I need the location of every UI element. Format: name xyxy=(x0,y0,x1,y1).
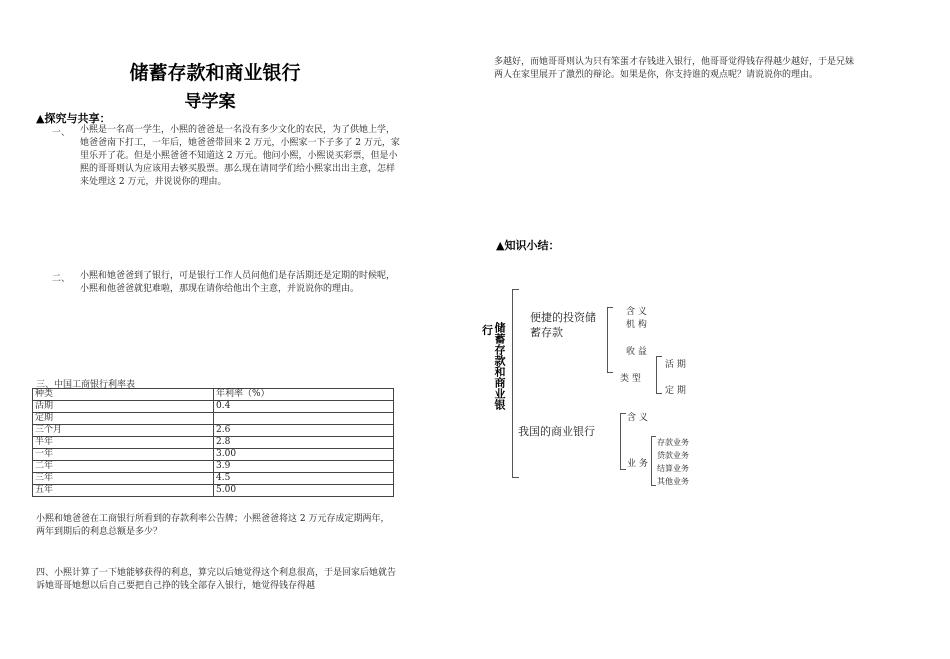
interest-rate-table xyxy=(32,388,394,497)
table-cell: 五年 xyxy=(33,485,214,497)
question-1-text: 小熙是一名高一学生，小熙的爸爸是一名没有多少文化的农民，为了供她上学，她爸爸南下打工，一年后，她爸爸带回来 2 万元，小熙家一下子多了 2 万元，家里乐开了花。但是小熙爸爸不知道这 2 万元。他问小熙，小熙说买彩票，但是小熙的哥哥则认为应该用去够买股票。那么现在请同学们给小熙家出出主意，怎样来处理这 2 万元，并说说你的理由。 xyxy=(80,125,400,187)
mindmap-savings-type: 类 型 xyxy=(620,374,641,384)
document-title: 储蓄存款和商业银行 xyxy=(129,62,301,84)
mindmap-business-list xyxy=(657,436,697,488)
mindmap-savings-meaning: 含 义 xyxy=(626,307,647,317)
table-cell: 0.4 xyxy=(214,401,394,413)
mindmap-savings-brace xyxy=(607,307,613,373)
question-1-number: 一、 xyxy=(52,128,71,138)
table-caption: 三、中国工商银行利率表 xyxy=(36,380,136,390)
table-cell: 2.8 xyxy=(214,437,394,449)
table-row xyxy=(33,401,394,413)
mindmap-bank-brace xyxy=(620,413,626,470)
table-cell: 3.00 xyxy=(214,449,394,461)
mindmap-bank-business: 业 务 xyxy=(627,459,648,469)
table-cell xyxy=(214,413,394,425)
table-row xyxy=(33,425,394,437)
mindmap-savings-institution: 机 构 xyxy=(626,320,647,330)
table-row xyxy=(33,485,394,497)
table-cell: 4.5 xyxy=(214,473,394,485)
mindmap-branch-savings: 便捷的投资储蓄存款 xyxy=(530,311,596,339)
mindmap-type-brace xyxy=(656,356,662,394)
mindmap-root-label: 储蓄存款和商业银 xyxy=(493,322,506,410)
question-4-text-start: 四、小熙计算了一下她能够获得的利息，算完以后她觉得这个利息很高，于是回家后她就告诉她哥哥她想以后自己要把自己挣的钱全部存入银行，她觉得钱存得越 xyxy=(36,568,397,591)
table-cell: 定期 xyxy=(33,413,214,425)
mindmap-type-fixed: 定 期 xyxy=(665,386,686,396)
mindmap-root-brace xyxy=(512,289,519,478)
question-3-text: 小熙和她爸爸在工商银行所看到的存款利率公告牌；小熙爸爸将这 2 万元存成定期两年，两年到期后的利息总额是多少？ xyxy=(36,514,390,537)
document-subtitle: 导学案 xyxy=(184,92,236,112)
mindmap-type-current: 活 期 xyxy=(665,360,686,370)
mindmap-root-end-char: 行 xyxy=(482,324,493,337)
table-header-cell: 种类 xyxy=(33,389,214,401)
summary-heading: ▲知识小结： xyxy=(496,239,560,252)
table-cell: 一年 xyxy=(33,449,214,461)
table-row xyxy=(33,461,394,473)
list-item: 结算业务 xyxy=(657,464,689,473)
mindmap-branch-commercial-bank: 我国的商业银行 xyxy=(518,425,595,438)
question-2-text: 小熙和她爸爸到了银行，可是银行工作人员问他们是存活期还是定期的时候呢，小熙和他爸爸就犯难啦，那现在请你给他出个主意，并说说你的理由。 xyxy=(80,271,396,294)
table-cell: 5.00 xyxy=(214,485,394,497)
table-cell: 半年 xyxy=(33,437,214,449)
table-cell: 活期 xyxy=(33,401,214,413)
table-header-cell: 年利率（%） xyxy=(214,389,394,401)
list-item: 其他业务 xyxy=(657,477,689,486)
table-header-row xyxy=(33,389,394,401)
table-cell: 二年 xyxy=(33,461,214,473)
question-4-text-continued: 多越好，而她哥哥则认为只有笨蛋才存钱进入银行，他哥哥觉得钱存得越少越好，于是兄妹两人在家里展开了激烈的辩论。如果是你，你支持谁的观点呢？请说说你的理由。 xyxy=(494,57,855,80)
question-2-number: 二、 xyxy=(52,274,71,284)
mindmap-bank-meaning: 含 义 xyxy=(627,413,648,423)
table-row xyxy=(33,413,394,425)
table-row xyxy=(33,449,394,461)
table-row xyxy=(33,473,394,485)
mindmap-business-brace xyxy=(651,436,656,486)
table-cell: 三个月 xyxy=(33,425,214,437)
section-explore-heading: ▲探究与共享： xyxy=(36,112,111,125)
table-cell: 三年 xyxy=(33,473,214,485)
mindmap-savings-income: 收 益 xyxy=(626,347,647,357)
list-item: 贷款业务 xyxy=(657,451,689,460)
table-row xyxy=(33,437,394,449)
table-cell: 2.6 xyxy=(214,425,394,437)
table-cell: 3.9 xyxy=(214,461,394,473)
list-item: 存款业务 xyxy=(657,438,689,447)
